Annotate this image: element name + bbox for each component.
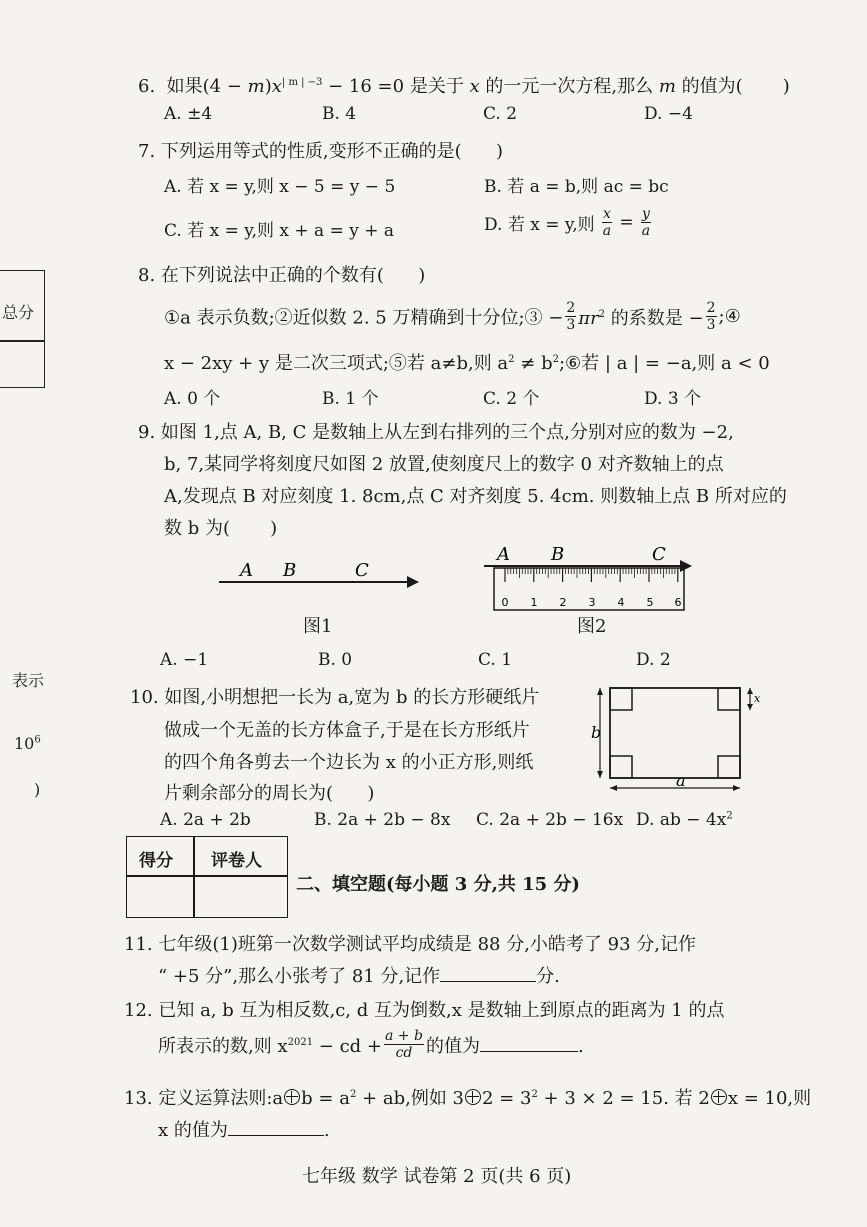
question-11-line2: “ +5 分”,那么小张考了 81 分,记作 分. — [158, 966, 560, 987]
question-10-line1: 10. 如图,小明想把一长为 a,宽为 b 的长方形硬纸片 — [130, 687, 540, 708]
question-8-option-a: A. 0 个 — [164, 389, 221, 409]
ruler-label-2: 2 — [559, 596, 567, 609]
question-7-option-c: C. 若 x = y,则 x + a = y + a — [164, 221, 395, 241]
question-6-stem: 6. 如果$(4 - m)x^{| m | -3} - 16 =0$ 是关于 x 的一元一次方程,那么 m 的值为( ) — [138, 76, 790, 97]
oplus-icon — [284, 1089, 300, 1105]
question-13-line1: 13. 定义运算法则:a $b = a^2$ + ab,例如 3 $2 = 3^2 + 3 \times 2 = 15$. 若 2 x = 10,则 — [124, 1088, 812, 1109]
ruler-label-1: 1 — [530, 596, 538, 609]
score-table-header-grader: 评卷人 — [211, 851, 262, 871]
score-table — [126, 836, 288, 918]
oplus-icon — [711, 1089, 727, 1105]
section-2-title: 二、填空题(每小题 3 分,共 15 分) — [296, 874, 580, 895]
question-8-statements-line1: ①a 表示负数;②近似数 2. 5 万精确到十分位;③ − $\frac{2}{3}$ $\pi r^2$ 的系数是 − $\frac{2}{3}$ ;④ — [164, 300, 741, 333]
margin-score-box — [0, 270, 45, 388]
question-10-option-b: B. 2a + 2b − 8x — [314, 810, 451, 830]
figure-1-number-line — [215, 560, 425, 600]
question-8-option-d: D. 3 个 — [644, 389, 702, 409]
ruler-label-6: 6 — [674, 596, 682, 609]
score-input-cell[interactable] — [127, 877, 193, 917]
question-11-answer-blank[interactable] — [440, 981, 536, 982]
question-13-line2: x 的值为 . — [158, 1120, 330, 1141]
question-10-option-a: A. 2a + 2b — [160, 810, 251, 830]
margin-fragment-biaoshi: 表示 — [12, 671, 45, 690]
oplus-icon — [465, 1089, 481, 1105]
figure-1-point-a: A — [240, 560, 253, 581]
figure-2-point-b: B — [551, 544, 565, 565]
question-11-line1: 11. 七年级(1)班第一次数学测试平均成绩是 88 分,小皓考了 93 分,记作 — [124, 934, 696, 955]
margin-fragment-paren: ) — [34, 780, 41, 799]
question-8-statements-line2: x − 2xy + y 是二次三项式;⑤若 a≠b,则 $a^2$ ≠ $b^2;⑥$若 | a | = −a,则 a < 0 — [164, 353, 770, 374]
question-6-option-a: A. ±4 — [164, 104, 213, 124]
grader-input-cell[interactable] — [195, 877, 287, 917]
question-13-answer-blank[interactable] — [228, 1135, 324, 1136]
question-9-line1: 9. 如图 1,点 A, B, C 是数轴上从左到右排列的三个点,分别对应的数为 −2, — [138, 422, 734, 443]
question-9-line3: A,发现点 B 对应刻度 1. 8cm,点 C 对齐刻度 5. 4cm. 则数轴上点 B 所对应的 — [164, 486, 787, 507]
margin-score-divider — [0, 340, 44, 342]
figure-1-point-b: B — [283, 560, 297, 581]
ruler-label-3: 3 — [588, 596, 596, 609]
question-12-line2: 所表示的数,则 $x^{2021}$ − cd + $\frac{a + b}{cd}$ 的值为 . — [158, 1028, 584, 1061]
ruler-ticks — [505, 568, 678, 582]
margin-fragment-ten: $10^6$ — [14, 734, 41, 753]
question-8-stem: 8. 在下列说法中正确的个数有( ) — [138, 265, 426, 286]
question-9-option-d: D. 2 — [636, 650, 671, 670]
figure-label-x: x — [754, 692, 761, 705]
ruler-label-4: 4 — [617, 596, 625, 609]
question-8-option-b: B. 1 个 — [322, 389, 379, 409]
figure-2-point-a: A — [497, 544, 510, 565]
question-7-option-a: A. 若 x = y,则 x − 5 = y − 5 — [164, 177, 396, 197]
question-9-option-a: A. −1 — [160, 650, 209, 670]
question-10-line4: 片剩余部分的周长为( ) — [164, 783, 375, 804]
figure-label-a: a — [676, 771, 686, 790]
question-10-figure — [591, 680, 764, 812]
figure-1-caption: 图1 — [303, 616, 333, 637]
figure-label-b: b — [591, 723, 602, 742]
figure-1-point-c: C — [355, 560, 369, 581]
ruler-label-0: 0 — [501, 596, 509, 609]
page-footer: 七年级 数学 试卷第 2 页(共 6 页) — [302, 1166, 572, 1187]
ruler-label-5: 5 — [646, 596, 654, 609]
question-12-answer-blank[interactable] — [480, 1051, 578, 1052]
question-10-option-d: D. ab − $4x^2$ — [636, 810, 733, 830]
question-6-option-b: B. 4 — [322, 104, 357, 124]
figure-2-point-c: C — [652, 544, 666, 565]
question-9-option-b: B. 0 — [318, 650, 353, 670]
margin-score-label: 总分 — [2, 303, 35, 322]
question-6-option-d: D. −4 — [644, 104, 693, 124]
question-10-line2: 做成一个无盖的长方体盒子,于是在长方形纸片 — [164, 720, 530, 741]
question-7-option-d: D. 若 x = y,则 $\frac{x}{a}$ = $\frac{y}{a}$ — [484, 206, 651, 239]
question-9-line4: 数 b 为( ) — [164, 518, 278, 539]
question-9-line2: b, 7,某同学将刻度尺如图 2 放置,使刻度尺上的数字 0 对齐数轴上的点 — [164, 454, 724, 475]
question-7-option-b: B. 若 a = b,则 ac = bc — [484, 177, 669, 197]
question-9-option-c: C. 1 — [478, 650, 513, 670]
question-6-option-c: C. 2 — [483, 104, 518, 124]
score-table-header-score: 得分 — [139, 851, 173, 871]
question-12-line1: 12. 已知 a, b 互为相反数,c, d 互为倒数,x 是数轴上到原点的距离为 1 的点 — [124, 1000, 725, 1021]
figure-2-ruler — [480, 540, 700, 616]
question-8-option-c: C. 2 个 — [483, 389, 540, 409]
question-7-stem: 7. 下列运用等式的性质,变形不正确的是( ) — [138, 141, 504, 162]
figure-2-caption: 图2 — [577, 616, 607, 637]
question-10-line3: 的四个角各剪去一个边长为 x 的小正方形,则纸 — [164, 752, 534, 773]
question-10-option-c: C. 2a + 2b − 16x — [476, 810, 624, 830]
